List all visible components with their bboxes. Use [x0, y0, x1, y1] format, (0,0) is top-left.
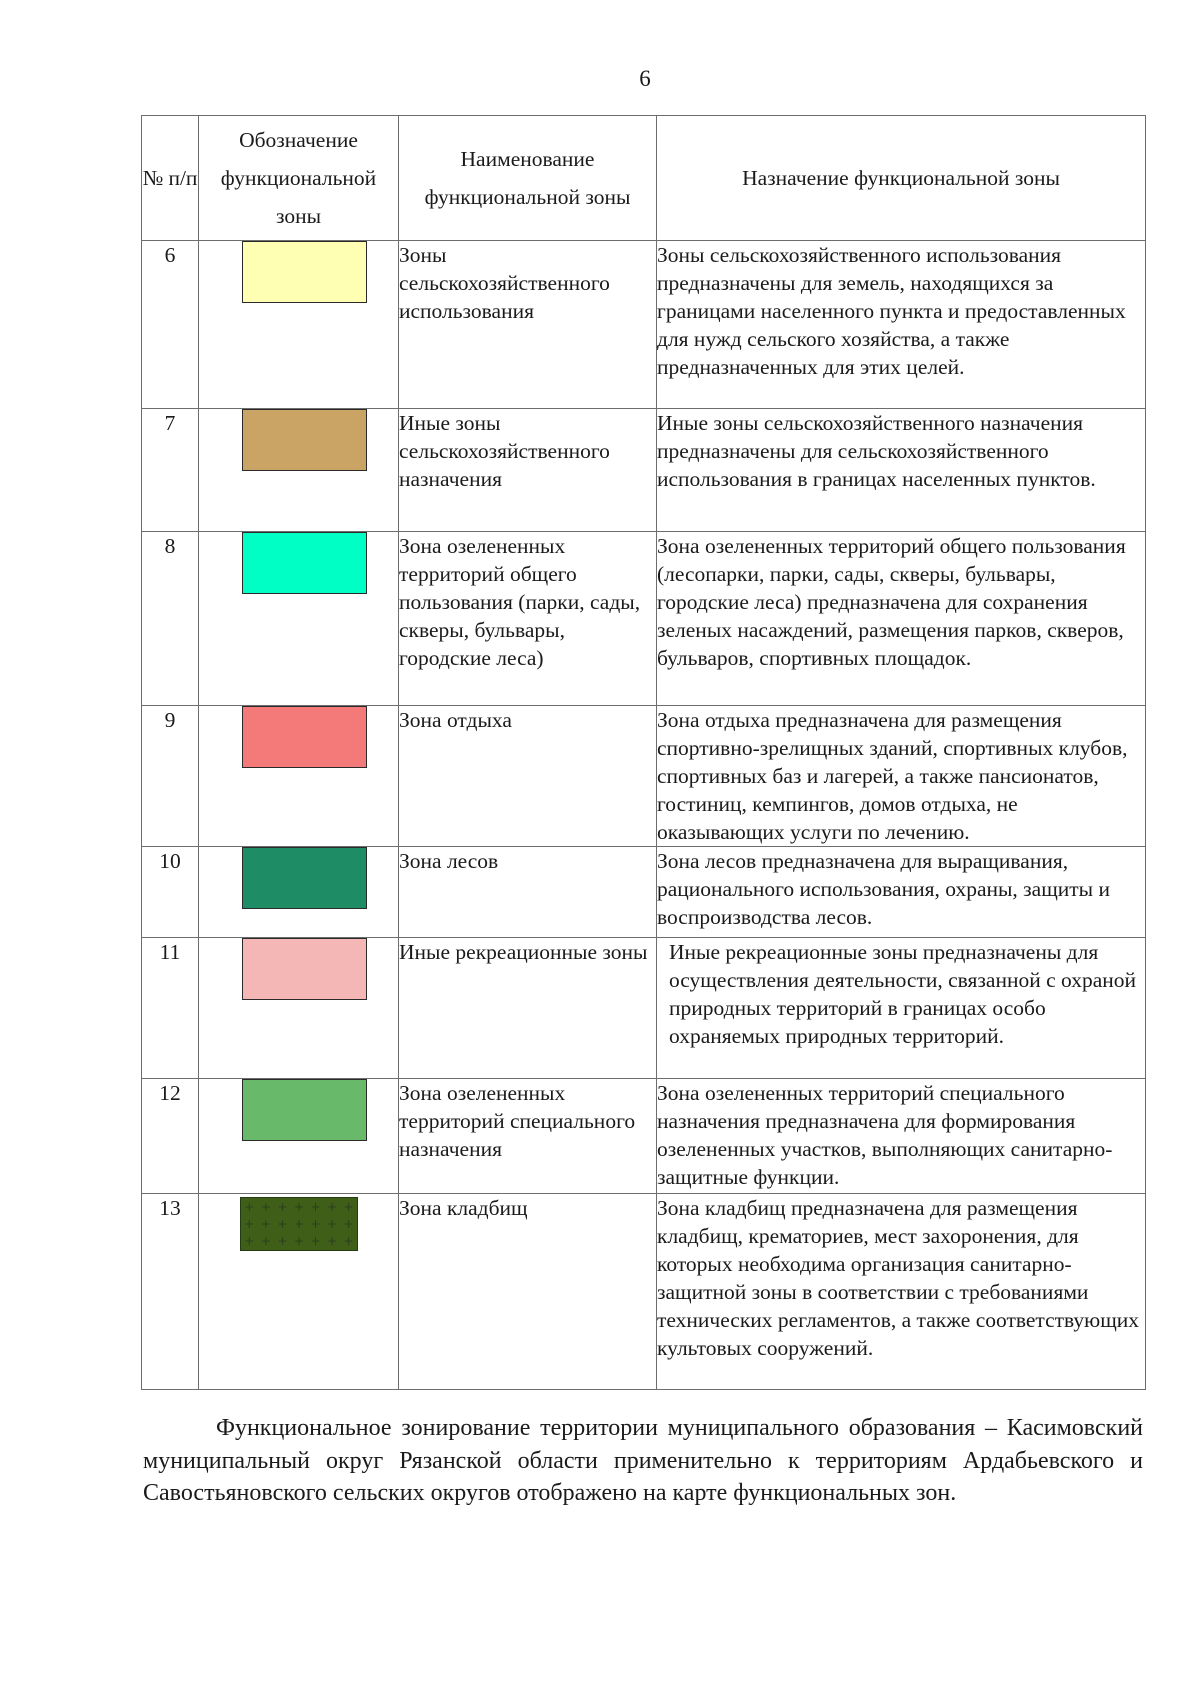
cross-pattern-row: + + + + + + +	[244, 1234, 354, 1249]
zone-name: Зона лесов	[399, 847, 657, 938]
row-number: 12	[142, 1079, 199, 1194]
zone-purpose: Зона лесов предназначена для выращивания, рационального использования, охраны, защиты и воспроизводства лесов.	[657, 847, 1146, 938]
cross-pattern-row: + + + + + + +	[244, 1199, 354, 1214]
zone-purpose: Зона кладбищ предназначена для размещения кладбищ, крематориев, мест захоронения, для которых необходима организация санитарно-защитной зоны в соответствии с требованиями технических регламентов, а также соответствующих культовых сооружений.	[657, 1194, 1146, 1390]
zone-color-swatch	[242, 1079, 367, 1141]
zone-purpose: Иные зоны сельскохозяйственного назначения предназначены для сельскохозяйственного использования в границах населенных пунктов.	[657, 409, 1146, 532]
row-number: 9	[142, 706, 199, 847]
table-row	[142, 532, 1146, 706]
zone-purpose: Зона озелененных территорий общего пользования (лесопарки, парки, сады, скверы, бульвары, городские леса) предназначена для сохранения зеленых насаждений, размещения парков, скверов, бульваров, спортивных площадок.	[657, 532, 1146, 706]
body-paragraph-text: Функциональное зонирование территории муниципального образования – Касимовский муниципальный округ Рязанской области применительно к территориям Ардабьевского и Савостьяновского сельских округов отображено на карте функциональных зон.	[143, 1415, 1143, 1506]
table-row	[142, 706, 1146, 847]
zone-purpose: Иные рекреационные зоны предназначены для осуществления деятельности, связанной с охраной природных территорий в границах особо охраняемых природных территорий.	[657, 938, 1146, 1079]
designation-cell	[199, 1079, 399, 1194]
table-row	[142, 1079, 1146, 1194]
zone-color-swatch	[242, 409, 367, 471]
designation-cell	[199, 1194, 399, 1390]
row-number: 7	[142, 409, 199, 532]
table-row	[142, 847, 1146, 938]
designation-cell	[199, 532, 399, 706]
zone-name: Зоны сельскохозяйственного использования	[399, 241, 657, 409]
table-row	[142, 241, 1146, 409]
table-row	[142, 938, 1146, 1079]
designation-cell	[199, 847, 399, 938]
zone-name: Зона озелененных территорий специального назначения	[399, 1079, 657, 1194]
cross-pattern-row: + + + + + + +	[244, 1216, 354, 1231]
table-header-row	[142, 116, 1146, 241]
row-number: 6	[142, 241, 199, 409]
zone-name: Зона кладбищ	[399, 1194, 657, 1390]
zone-purpose: Зона озелененных территорий специального назначения предназначена для формирования озелененных участков, выполняющих санитарно-защитные функции.	[657, 1079, 1146, 1194]
zone-color-swatch	[242, 532, 367, 594]
row-number: 8	[142, 532, 199, 706]
row-number: 10	[142, 847, 199, 938]
designation-cell	[199, 241, 399, 409]
zone-color-swatch	[242, 938, 367, 1000]
zone-color-swatch	[242, 241, 367, 303]
designation-cell	[199, 938, 399, 1079]
body-paragraph	[143, 1412, 1143, 1510]
zone-color-swatch	[242, 847, 367, 909]
zone-name: Зона отдыха	[399, 706, 657, 847]
zone-purpose: Зоны сельскохозяйственного использования предназначены для земель, находящихся за границами населенного пункта и предоставленных для нужд сельского хозяйства, а также предназначенных для этих целей.	[657, 241, 1146, 409]
zone-purpose: Зона отдыха предназначена для размещения спортивно-зрелищных зданий, спортивных клубов, спортивных баз и лагерей, а также пансионатов, гостиниц, кемпингов, домов отдыха, не оказывающих услуги по лечению.	[657, 706, 1146, 847]
header-purpose: Назначение функциональной зоны	[657, 116, 1146, 241]
table-row	[142, 1194, 1146, 1390]
zone-name: Зона озелененных территорий общего пользования (парки, сады, скверы, бульвары, городские леса)	[399, 532, 657, 706]
table-row	[142, 409, 1146, 532]
functional-zones-table	[141, 115, 1146, 1390]
zone-name: Иные зоны сельскохозяйственного назначения	[399, 409, 657, 532]
header-designation: Обозначение функциональной зоны	[199, 116, 399, 241]
header-name: Наименование функциональной зоны	[399, 116, 657, 241]
row-number: 13	[142, 1194, 199, 1390]
page-number: 6	[639, 66, 651, 91]
zone-color-swatch	[242, 706, 367, 768]
row-number: 11	[142, 938, 199, 1079]
designation-cell	[199, 409, 399, 532]
designation-cell	[199, 706, 399, 847]
zone-name: Иные рекреационные зоны	[399, 938, 657, 1079]
header-num: № п/п	[142, 116, 199, 241]
cemetery-pattern-swatch	[240, 1197, 358, 1251]
